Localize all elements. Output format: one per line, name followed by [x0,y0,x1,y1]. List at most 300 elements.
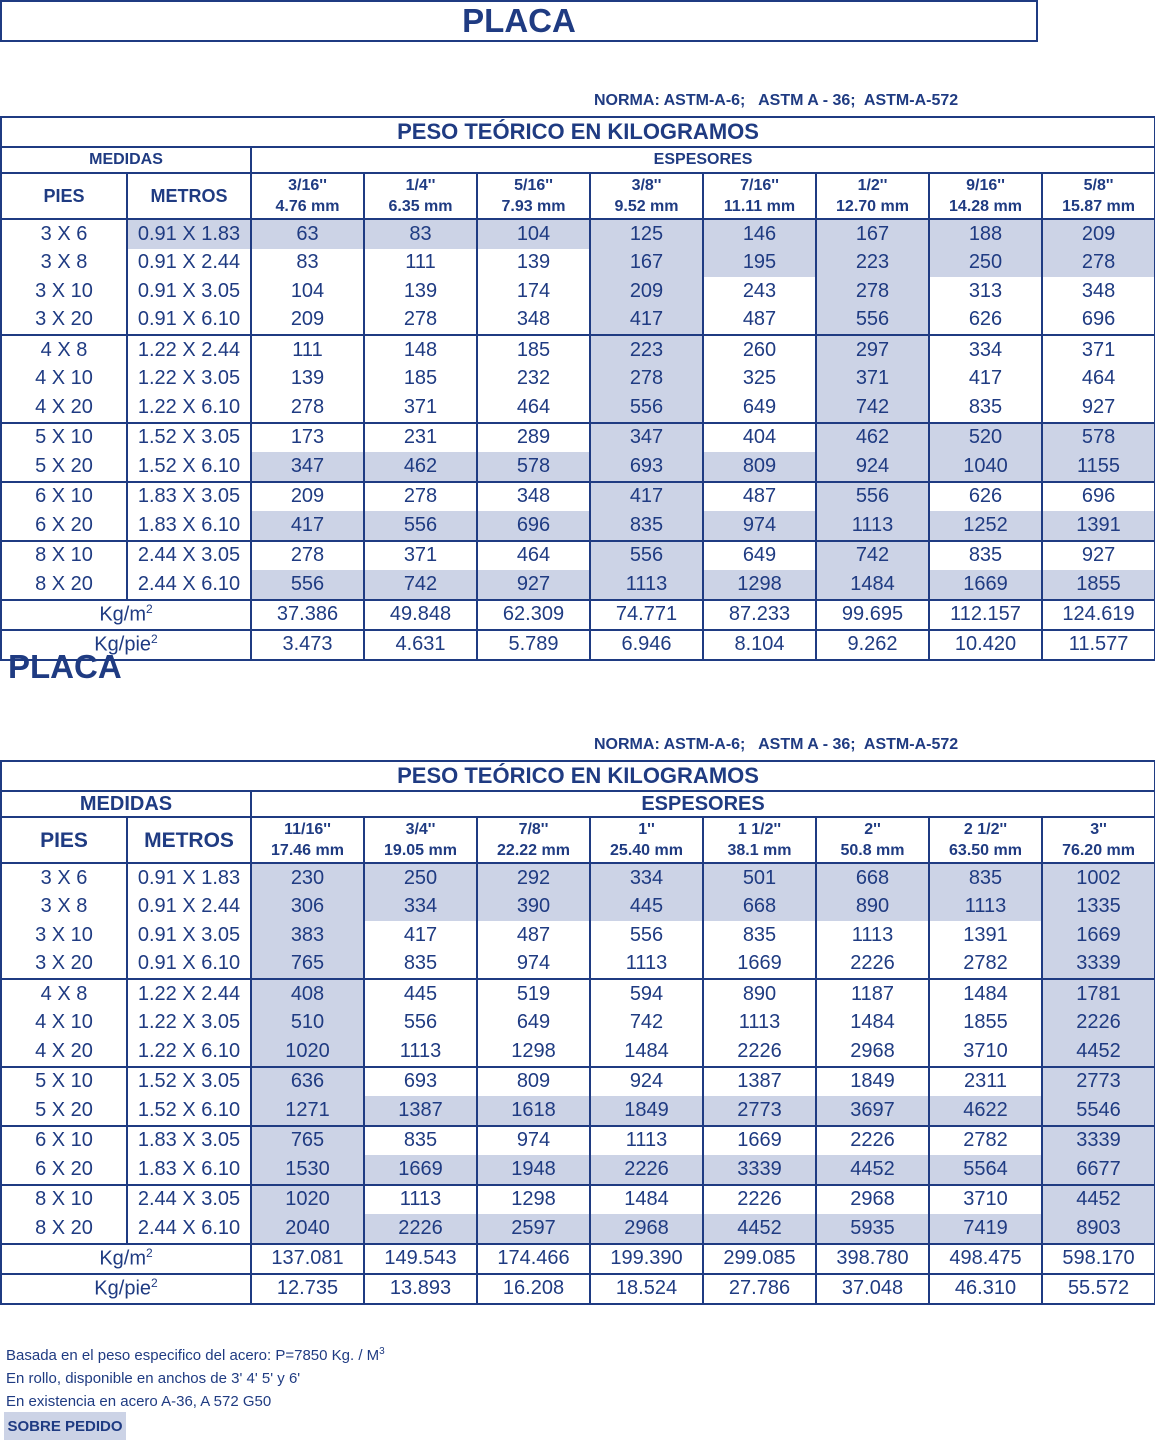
metros-cell: 1.22 X 2.44 [127,979,251,1009]
pies-cell: 3 X 10 [1,277,127,306]
note-stock: En existencia en acero A-36, A 572 G50 [6,1393,272,1410]
weight-cell: 278 [590,365,703,394]
metros-cell: 0.91 X 6.10 [127,950,251,980]
kg-per-pie2-cell: 46.310 [929,1274,1042,1304]
weight-cell: 371 [816,365,929,394]
kg-per-m2-label [1,600,251,630]
weight-cell: 2773 [1042,1067,1155,1097]
espesores-header: ESPESORES [251,791,1155,817]
weight-cell: 348 [477,306,590,336]
metros-cell: 0.91 X 6.10 [127,306,251,336]
thickness-inch: 7/8'' [518,821,549,838]
kg-per-pie2-cell: 8.104 [703,630,816,660]
weight-cell: 2226 [364,1214,477,1244]
weight-cell: 835 [590,511,703,541]
weight-cell: 173 [251,423,364,453]
medidas-header: MEDIDAS [1,147,251,173]
weight-cell: 278 [364,306,477,336]
weight-cell: 1618 [477,1096,590,1126]
kg-per-m2-row [1,600,1155,630]
kg-per-m2-cell: 87.233 [703,600,816,630]
weight-cell: 1484 [590,1185,703,1215]
kg-per-m2-cell: 99.695 [816,600,929,630]
metros-cell: 1.52 X 6.10 [127,452,251,482]
table-row [1,1185,1155,1215]
weight-cell: 974 [703,511,816,541]
thickness-inch: 7/16'' [740,177,779,194]
kg-per-m2-cell: 74.771 [590,600,703,630]
table-row [1,423,1155,453]
table-row [1,365,1155,394]
kg-per-m2-cell: 598.170 [1042,1244,1155,1274]
weight-cell: 4452 [703,1214,816,1244]
metros-cell: 0.91 X 1.83 [127,863,251,893]
weight-cell: 1391 [929,921,1042,950]
kg-per-m2-cell: 112.157 [929,600,1042,630]
pies-cell: 6 X 10 [1,1126,127,1156]
pies-cell: 5 X 10 [1,423,127,453]
weight-cell: 594 [590,979,703,1009]
weight-cell: 1669 [703,1126,816,1156]
thickness-inch: 5/16'' [514,177,553,194]
weight-cell: 2311 [929,1067,1042,1097]
thickness-mm: 19.05 mm [384,842,457,859]
weight-cell: 2226 [816,1126,929,1156]
weight-cell: 3697 [816,1096,929,1126]
unit-label: Kg/pie [94,1277,152,1300]
kg-per-m2-cell: 398.780 [816,1244,929,1274]
weight-cell: 1335 [1042,893,1155,922]
kg-per-pie2-cell: 13.893 [364,1274,477,1304]
metros-cell: 0.91 X 2.44 [127,893,251,922]
weight-cell: 417 [590,306,703,336]
weight-cell: 139 [477,249,590,278]
weight-cell: 2773 [703,1096,816,1126]
thickness-inch: 5/8'' [1083,177,1114,194]
table-row [1,277,1155,306]
weight-cell: 1530 [251,1155,364,1185]
weight-cell: 289 [477,423,590,453]
weight-cell: 209 [590,277,703,306]
weight-cell: 1113 [590,570,703,600]
table-row [1,306,1155,336]
thickness-header [816,817,929,863]
weight-cell: 6677 [1042,1155,1155,1185]
weight-cell: 231 [364,423,477,453]
thickness-inch: 1 1/2'' [737,821,782,838]
note-specific-weight: Basada en el peso especifico del acero: P=7850 Kg. / $M^3$ [6,1346,385,1364]
thickness-header [1042,817,1155,863]
pies-cell: 4 X 10 [1,1009,127,1038]
weight-cell: 510 [251,1009,364,1038]
kg-per-m2-cell: 62.309 [477,600,590,630]
thickness-header [477,817,590,863]
thickness-header [364,817,477,863]
weights-table [0,760,1155,1305]
weight-cell: 556 [816,482,929,512]
weight-cell: 347 [590,423,703,453]
kg-per-pie2-cell: 55.572 [1042,1274,1155,1304]
weight-cell: 4452 [1042,1185,1155,1215]
pies-cell: 3 X 8 [1,893,127,922]
weight-cell: 5564 [929,1155,1042,1185]
kg-per-pie2-cell: 16.208 [477,1274,590,1304]
metros-header: METROS [127,173,251,219]
weight-cell: 927 [1042,541,1155,571]
weight-cell: 1020 [251,1185,364,1215]
weight-cell: 5546 [1042,1096,1155,1126]
pies-cell: 3 X 6 [1,863,127,893]
weight-cell: 649 [703,393,816,423]
kg-per-m2-cell: 124.619 [1042,600,1155,630]
metros-cell: 1.22 X 6.10 [127,393,251,423]
metros-cell: 1.22 X 3.05 [127,365,251,394]
thickness-mm: 6.35 mm [388,198,453,215]
norma-text-2: NORMA: ASTM-A-6; ASTM A - 36; ASTM-A-572 [594,736,959,753]
thickness-mm: 4.76 mm [275,198,340,215]
weight-cell: 139 [251,365,364,394]
page-title-2: PLACA [8,648,122,685]
weight-cell: 636 [251,1067,364,1097]
weight-cell: 347 [251,452,364,482]
weight-cell: 1113 [364,1037,477,1067]
pies-cell: 5 X 20 [1,1096,127,1126]
weight-cell: 765 [251,1126,364,1156]
weight-cell: 3339 [703,1155,816,1185]
weight-cell: 890 [816,893,929,922]
metros-cell: 1.52 X 6.10 [127,1096,251,1126]
kg-per-pie2-cell: 6.946 [590,630,703,660]
weight-cell: 578 [1042,423,1155,453]
weight-cell: 1002 [1042,863,1155,893]
weights-table [0,116,1155,661]
weight-cell: 1948 [477,1155,590,1185]
metros-cell: 1.83 X 3.05 [127,1126,251,1156]
weight-cell: 464 [1042,365,1155,394]
weight-cell: 3710 [929,1185,1042,1215]
weight-cell: 501 [703,863,816,893]
weight-cell: 223 [816,249,929,278]
thickness-header [1042,173,1155,219]
weight-cell: 1669 [1042,921,1155,950]
metros-cell: 1.52 X 3.05 [127,1067,251,1097]
weight-cell: 742 [816,541,929,571]
table-row [1,570,1155,600]
weight-cell: 835 [364,1126,477,1156]
kg-per-m2-cell: 49.848 [364,600,477,630]
weight-cell: 1113 [590,950,703,980]
weight-cell: 927 [1042,393,1155,423]
thickness-header [590,173,703,219]
weight-cell: 974 [477,1126,590,1156]
weight-cell: 2597 [477,1214,590,1244]
weight-cell: 209 [251,306,364,336]
weight-cell: 417 [364,921,477,950]
weight-cell: 556 [590,393,703,423]
kg-per-m2-cell: 137.081 [251,1244,364,1274]
table-row [1,511,1155,541]
weight-cell: 4452 [816,1155,929,1185]
pies-cell: 5 X 20 [1,452,127,482]
weight-cell: 83 [364,219,477,249]
weight-cell: 742 [364,570,477,600]
weight-cell: 232 [477,365,590,394]
weight-cell: 7419 [929,1214,1042,1244]
weight-cell: 835 [364,950,477,980]
pies-cell: 3 X 20 [1,950,127,980]
weight-cell: 223 [590,335,703,365]
pies-cell: 4 X 20 [1,393,127,423]
weight-cell: 1669 [364,1155,477,1185]
note-roll-widths: En rollo, disponible en anchos de 3' 4' 5' y 6' [6,1370,301,1387]
table-row [1,249,1155,278]
weight-cell: 5935 [816,1214,929,1244]
kg-per-m2-row [1,1244,1155,1274]
unit-label: Kg/m [99,603,146,626]
weight-cell: 1484 [590,1037,703,1067]
weight-cell: 445 [590,893,703,922]
pies-cell: 6 X 10 [1,482,127,512]
weight-cell: 146 [703,219,816,249]
weight-cell: 464 [477,393,590,423]
weight-cell: 111 [251,335,364,365]
thickness-mm: 25.40 mm [610,842,683,859]
table-row [1,979,1155,1009]
metros-cell: 1.83 X 6.10 [127,1155,251,1185]
pies-cell: 6 X 20 [1,511,127,541]
table-row [1,1037,1155,1067]
espesores-header: ESPESORES [251,147,1155,173]
pies-cell: 3 X 6 [1,219,127,249]
table-row [1,393,1155,423]
metros-cell: 1.83 X 3.05 [127,482,251,512]
weight-cell: 556 [590,921,703,950]
weight-cell: 348 [1042,277,1155,306]
weight-cell: 334 [364,893,477,922]
weight-cell: 404 [703,423,816,453]
weight-cell: 250 [364,863,477,893]
metros-cell: 1.22 X 6.10 [127,1037,251,1067]
weight-cell: 927 [477,570,590,600]
weight-cell: 417 [929,365,1042,394]
weight-cell: 209 [1042,219,1155,249]
thickness-inch: 1'' [638,821,655,838]
weight-cell: 1113 [816,511,929,541]
weight-cell: 626 [929,482,1042,512]
page-title-1: PLACA [0,0,1038,42]
weight-cell: 1484 [816,1009,929,1038]
weight-cell: 104 [477,219,590,249]
weight-cell: 278 [251,541,364,571]
thickness-inch: 1/2'' [857,177,888,194]
weight-cell: 1113 [590,1126,703,1156]
kg-per-pie2-cell: 9.262 [816,630,929,660]
unit-superscript: 2 [151,632,158,647]
weight-cell: 390 [477,893,590,922]
weight-cell: 835 [929,541,1042,571]
unit-label: Kg/pie [94,633,152,656]
sobre-pedido-badge: SOBRE PEDIDO [4,1412,126,1440]
table-row [1,950,1155,980]
thickness-mm: 9.52 mm [614,198,679,215]
weight-cell: 195 [703,249,816,278]
thickness-mm: 11.11 mm [723,198,796,215]
metros-cell: 0.91 X 3.05 [127,921,251,950]
weight-cell: 325 [703,365,816,394]
metros-cell: 2.44 X 6.10 [127,570,251,600]
weight-cell: 2226 [703,1185,816,1215]
weight-cell: 693 [590,452,703,482]
kg-per-pie2-label [1,1274,251,1304]
table-row [1,219,1155,249]
weight-cell: 1484 [929,979,1042,1009]
weight-cell: 2226 [1042,1009,1155,1038]
metros-cell: 0.91 X 2.44 [127,249,251,278]
metros-cell: 1.22 X 2.44 [127,335,251,365]
weight-cell: 83 [251,249,364,278]
weight-cell: 2226 [703,1037,816,1067]
pies-cell: 3 X 10 [1,921,127,950]
weight-cell: 1113 [703,1009,816,1038]
weight-cell: 1298 [703,570,816,600]
weight-cell: 487 [703,482,816,512]
pies-cell: 8 X 10 [1,541,127,571]
table-row [1,452,1155,482]
pies-header: PIES [1,173,127,219]
weight-cell: 148 [364,335,477,365]
weight-cell: 1849 [590,1096,703,1126]
metros-header: METROS [127,817,251,863]
metros-cell: 1.22 X 3.05 [127,1009,251,1038]
weight-cell: 2968 [816,1185,929,1215]
pies-cell: 6 X 20 [1,1155,127,1185]
table-title: PESO TEÓRICO EN KILOGRAMOS [1,117,1155,147]
weight-cell: 696 [1042,482,1155,512]
thickness-mm: 7.93 mm [501,198,566,215]
weight-cell: 626 [929,306,1042,336]
metros-cell: 2.44 X 3.05 [127,541,251,571]
weight-cell: 974 [477,950,590,980]
weight-cell: 742 [816,393,929,423]
pies-header: PIES [1,817,127,863]
kg-per-m2-cell: 299.085 [703,1244,816,1274]
medidas-header: MEDIDAS [1,791,251,817]
table-row [1,921,1155,950]
weight-cell: 243 [703,277,816,306]
unit-superscript: 2 [151,1276,158,1291]
weight-cell: 556 [364,1009,477,1038]
weight-cell: 668 [703,893,816,922]
kg-per-pie2-cell: 10.420 [929,630,1042,660]
weight-cell: 1855 [1042,570,1155,600]
thickness-mm: 14.28 mm [949,198,1022,215]
weight-cell: 578 [477,452,590,482]
weight-cell: 1187 [816,979,929,1009]
weight-cell: 111 [364,249,477,278]
weight-cell: 556 [816,306,929,336]
weight-cell: 890 [703,979,816,1009]
kg-per-pie2-cell: 11.577 [1042,630,1155,660]
weight-cell: 1849 [816,1067,929,1097]
weight-cell: 2226 [590,1155,703,1185]
weight-cell: 209 [251,482,364,512]
weight-cell: 809 [477,1067,590,1097]
weight-cell: 313 [929,277,1042,306]
kg-per-m2-cell: 199.390 [590,1244,703,1274]
kg-per-m2-label [1,1244,251,1274]
thickness-mm: 12.70 mm [836,198,909,215]
weight-cell: 167 [816,219,929,249]
weight-cell: 2968 [590,1214,703,1244]
pies-cell: 4 X 8 [1,979,127,1009]
weight-cell: 104 [251,277,364,306]
metros-cell: 0.91 X 3.05 [127,277,251,306]
weight-cell: 8903 [1042,1214,1155,1244]
weight-cell: 278 [1042,249,1155,278]
notes [6,1340,385,1413]
weight-cell: 487 [703,306,816,336]
weight-cell: 1271 [251,1096,364,1126]
weight-cell: 649 [477,1009,590,1038]
weight-cell: 63 [251,219,364,249]
weight-cell: 1113 [929,893,1042,922]
table-row [1,863,1155,893]
table-row [1,335,1155,365]
weight-cell: 464 [477,541,590,571]
weight-cell: 462 [816,423,929,453]
weight-cell: 487 [477,921,590,950]
thickness-inch: 11/16'' [284,821,331,838]
thickness-header [477,173,590,219]
pies-cell: 3 X 8 [1,249,127,278]
weight-cell: 1298 [477,1185,590,1215]
weight-cell: 278 [364,482,477,512]
pies-cell: 4 X 20 [1,1037,127,1067]
unit-superscript: 2 [146,1246,153,1261]
weight-cell: 1855 [929,1009,1042,1038]
weight-cell: 371 [364,393,477,423]
weight-cell: 765 [251,950,364,980]
metros-cell: 2.44 X 3.05 [127,1185,251,1215]
weight-cell: 2782 [929,950,1042,980]
kg-per-pie2-row [1,1274,1155,1304]
table-row [1,1067,1155,1097]
metros-cell: 1.83 X 6.10 [127,511,251,541]
weight-cell: 408 [251,979,364,1009]
kg-per-pie2-cell: 12.735 [251,1274,364,1304]
thickness-header [364,173,477,219]
weight-cell: 417 [251,511,364,541]
thickness-inch: 3/4'' [405,821,436,838]
weight-cell: 1298 [477,1037,590,1067]
thickness-header [251,817,364,863]
norma-text-1: NORMA: ASTM-A-6; ASTM A - 36; ASTM-A-572 [594,92,959,109]
weight-cell: 306 [251,893,364,922]
weight-cell: 445 [364,979,477,1009]
thickness-inch: 2'' [864,821,881,838]
weight-cell: 696 [1042,306,1155,336]
weight-cell: 835 [703,921,816,950]
weight-cell: 4622 [929,1096,1042,1126]
weight-cell: 668 [816,863,929,893]
thickness-header [251,173,364,219]
weight-cell: 693 [364,1067,477,1097]
weight-cell: 297 [816,335,929,365]
thickness-inch: 3/8'' [631,177,662,194]
weight-cell: 417 [590,482,703,512]
weight-cell: 3339 [1042,1126,1155,1156]
table-row [1,541,1155,571]
